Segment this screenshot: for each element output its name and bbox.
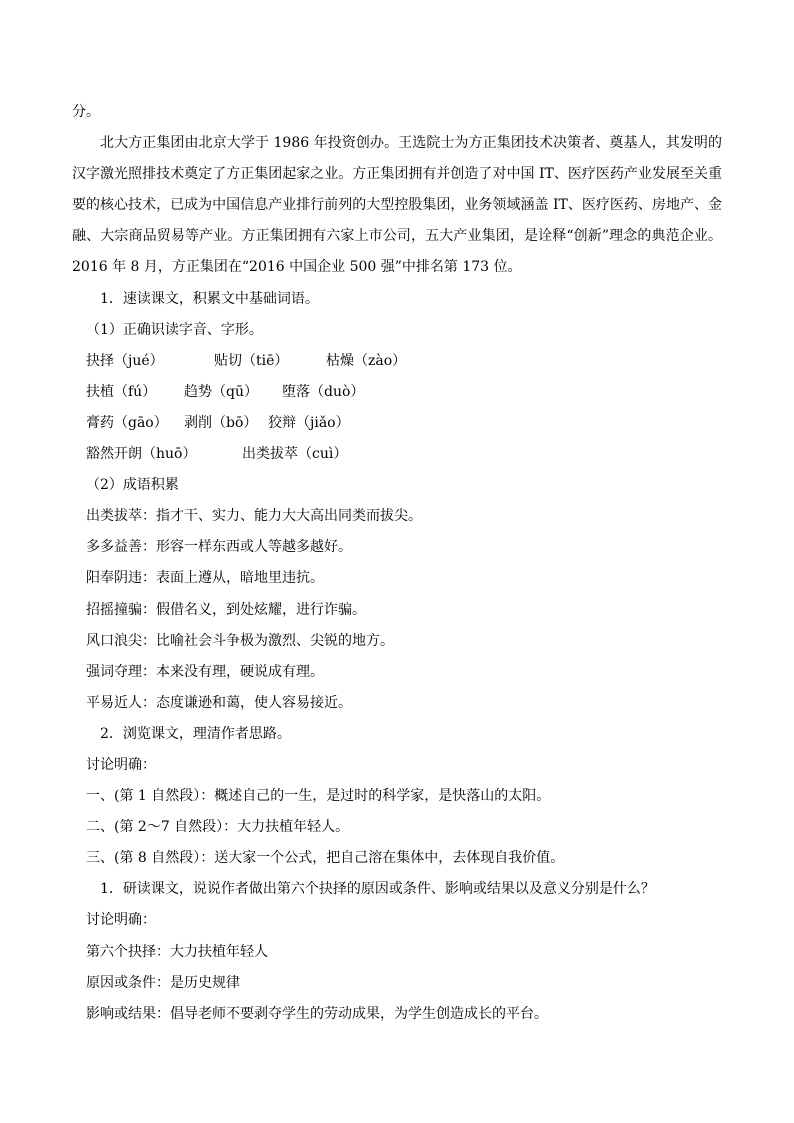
outline-item: 一、(第 1 自然段）：概述自己的一生，是过时的科学家，是快落山的太阳。 — [86, 788, 551, 805]
task-heading: 1．研读课文，说说作者做出第六个抉择的原因或条件、影响或结果以及意义分别是什么？ — [100, 881, 655, 898]
pinyin-word: 剥削（bō） — [184, 414, 258, 431]
pinyin-word: 堕落（duò） — [282, 383, 365, 400]
outline-item: 二、(第 2～7 自然段）：大力扶植年轻人。 — [86, 819, 350, 836]
pinyin-row — [72, 439, 722, 470]
text-line: 分。 — [72, 104, 100, 120]
pinyin-word: 膏药（gāo） — [86, 414, 168, 431]
pinyin-word: 扶植（fú） — [86, 383, 157, 400]
text-line: 第六个抉择：大力扶植年轻人 — [86, 943, 268, 960]
idiom-item: 招摇撞骗：假借名义，到处炫耀，进行诈骗。 — [86, 601, 366, 618]
subheading-pronunciation: （1）正确识读字音、字形。 — [86, 321, 263, 338]
pinyin-row — [72, 377, 722, 408]
pinyin-word: 豁然开朗（huō） — [86, 446, 197, 463]
idiom-item: 多多益善：形容一样东西或人等越多越好。 — [86, 539, 352, 556]
pinyin-word: 狡辩（jiǎo） — [268, 414, 350, 431]
pinyin-word: 趋势（qū） — [184, 383, 258, 400]
idiom-item: 阳奉阴违：表面上遵从，暗地里违抗。 — [86, 570, 324, 587]
task-heading: 1．速读课文，积累文中基础词语。 — [100, 290, 319, 307]
pinyin-row — [72, 346, 722, 377]
outline-item: 三、(第 8 自然段）：送大家一个公式，把自己溶在集体中，去体现自我价值。 — [86, 850, 565, 867]
pinyin-word: 抉择（jué） — [86, 352, 164, 369]
idiom-item: 强词夺理：本来没有理，硬说成有理。 — [86, 663, 324, 680]
text-line: 讨论明确： — [86, 912, 156, 929]
subheading-idioms: （2）成语积累 — [86, 477, 179, 494]
pinyin-word: 出类拔萃（cuì） — [242, 446, 348, 463]
document-page — [72, 97, 722, 1030]
idiom-item: 出类拔萃：指才干、实力、能力大大高出同类而拔尖。 — [86, 508, 422, 525]
idiom-item: 风口浪尖：比喻社会斗争极为激烈、尖锐的地方。 — [86, 632, 394, 649]
intro-paragraph: 北大方正集团由北京大学于 1986 年投资创办。王选院士为方正集团技术决策者、奠基人，其发明的汉字激光照排技术奠定了方正集团起家之业。方正集团拥有并创造了对中国 IT、医疗医药产业发展至关重要的核心技术，已成为中国信息产业排行前列的大型控股集团，业务领域涵盖 IT、医疗医药、房地产、金融、大宗商品贸易等产业。方正集团拥有六家上市公司，五大产业集团，是诠释“创新”理念的典范企业。2016 年 8 月，方正集团在“2016 中国企业 500 强”中排名第 173 位。 — [72, 135, 722, 276]
pinyin-word: 贴切（tiē） — [214, 352, 289, 369]
text-line: 讨论明确： — [86, 756, 156, 773]
text-line: 影响或结果：倡导老师不要剥夺学生的劳动成果，为学生创造成长的平台。 — [86, 1005, 548, 1022]
text-line: 原因或条件：是历史规律 — [86, 974, 240, 991]
pinyin-word: 枯燥（zào） — [326, 352, 407, 369]
task-heading: 2．浏览课文，理清作者思路。 — [100, 725, 291, 742]
idiom-item: 平易近人：态度谦逊和蔼，使人容易接近。 — [86, 694, 352, 711]
pinyin-row — [72, 408, 722, 439]
